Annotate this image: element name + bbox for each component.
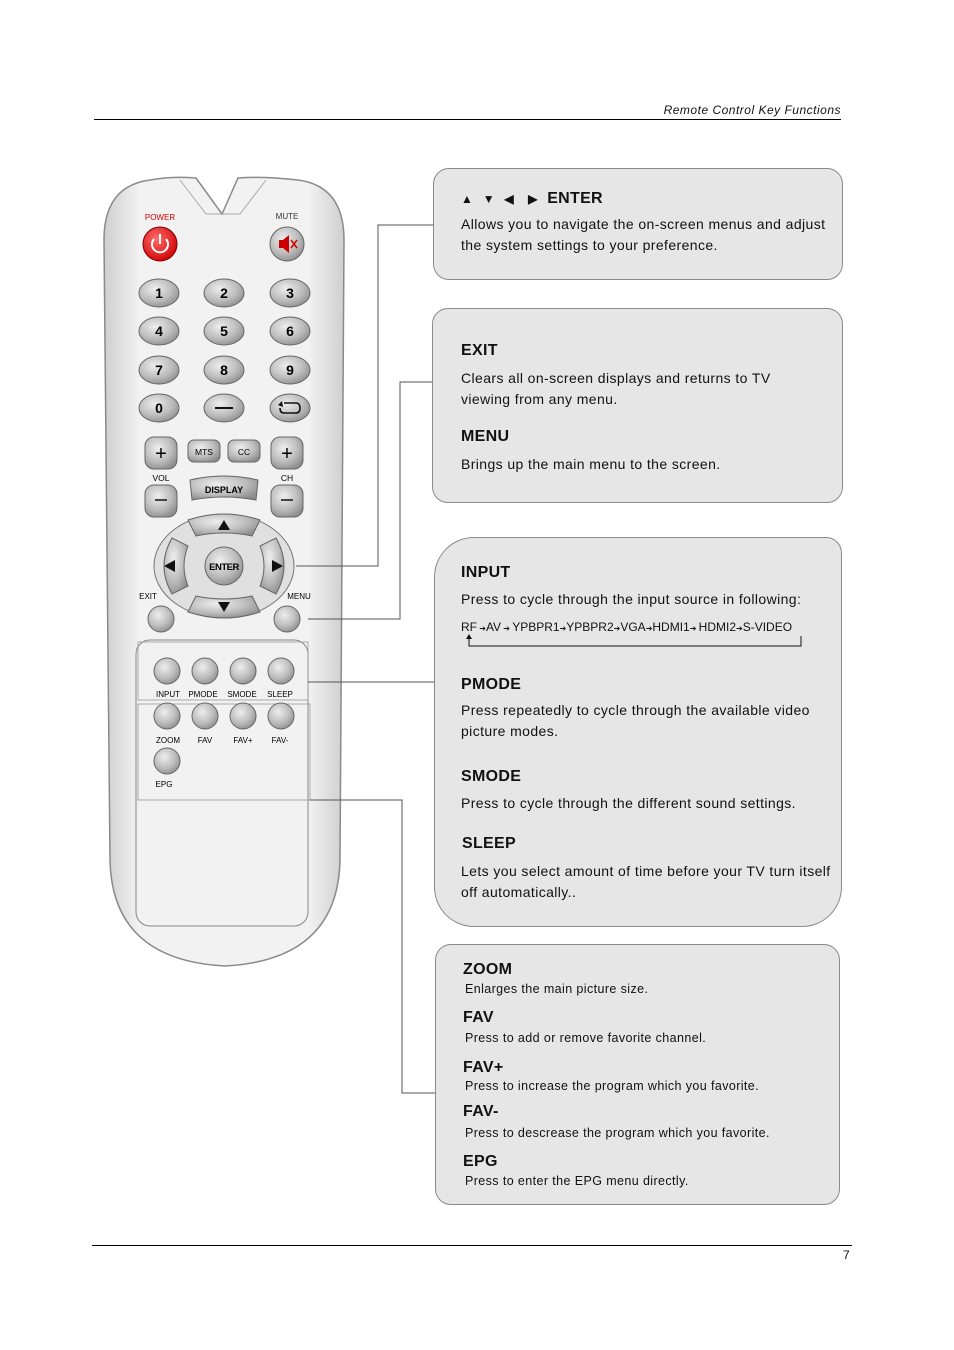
pmode-button [192, 658, 218, 684]
power-label: POWER [144, 213, 176, 222]
zoom-title: ZOOM [463, 961, 513, 978]
fav-plus-title: FAV+ [463, 1059, 504, 1076]
svg-text:1: 1 [155, 285, 163, 301]
svg-text:9: 9 [286, 362, 294, 378]
svg-text:DISPLAY: DISPLAY [204, 485, 244, 495]
fav-minus-label: FAV- [271, 736, 289, 745]
arrow-icon: ➔ [477, 624, 486, 633]
digit-button-4 [139, 317, 179, 345]
sleep-text: Lets you select amount of time before your TV turn itself off automatically.. [461, 863, 831, 900]
menu-button [274, 606, 300, 632]
fav-minus-title: FAV- [463, 1103, 499, 1120]
svg-text:4: 4 [155, 323, 163, 339]
svg-text:3: 3 [286, 285, 294, 301]
up-triangle-icon: ▲ [461, 192, 474, 206]
down-triangle-icon: ▼ [482, 192, 495, 206]
svg-text:0: 0 [155, 400, 163, 416]
svg-text:ENTER: ENTER [209, 562, 239, 573]
page-header-title: Remote Control Key Functions [663, 103, 841, 117]
sleep-title: SLEEP [462, 835, 516, 852]
arrow-icon: ➔ [736, 624, 743, 633]
ch-label: CH [280, 473, 294, 483]
input-title: INPUT [461, 564, 511, 581]
smode-title: SMODE [461, 768, 522, 785]
nav-right-button [260, 538, 284, 594]
exit-text: Clears all on-screen displays and returns to TV viewing from any menu. [461, 370, 771, 407]
digit-button-8 [204, 356, 244, 384]
arrow-icon: ➔ [613, 624, 621, 633]
input-text: Press to cycle through the input source in following: [461, 591, 802, 607]
sleep-label: SLEEP [267, 690, 293, 699]
svg-text:+: + [281, 443, 293, 465]
svg-text:CC: CC [237, 447, 251, 457]
digit-button-1 [139, 279, 179, 307]
menu-label: MENU [287, 592, 311, 601]
digit-button-5 [204, 317, 244, 345]
svg-text:7: 7 [155, 362, 163, 378]
sleep-button [268, 658, 294, 684]
ch-up-button [271, 437, 303, 469]
arrow-icon: ➔ [689, 624, 699, 633]
recall-button [270, 394, 310, 422]
nav-down-button [188, 596, 260, 618]
arrow-icon: ➔ [645, 624, 653, 633]
exit-menu-box [432, 308, 843, 503]
page-number: 7 [843, 1248, 850, 1262]
digit-button-3 [270, 279, 310, 307]
footer-rule [92, 1245, 852, 1246]
fav-title: FAV [463, 1009, 494, 1026]
epg-button [154, 748, 180, 774]
svg-text:2: 2 [220, 285, 228, 301]
digit-button-6 [270, 317, 310, 345]
digit-button-2 [204, 279, 244, 307]
epg-label: EPG [155, 780, 173, 789]
pmode-text: Press repeatedly to cycle through the available video picture modes. [461, 702, 810, 739]
smode-label: SMODE [227, 690, 257, 699]
ch-down-button [271, 485, 303, 517]
left-triangle-icon: ◀ [504, 192, 514, 206]
digit-button-9 [270, 356, 310, 384]
menu-text: Brings up the main menu to the screen. [461, 456, 721, 472]
exit-title: EXIT [461, 342, 498, 359]
svg-text:8: 8 [220, 362, 228, 378]
svg-text:6: 6 [286, 323, 294, 339]
enter-button [205, 547, 243, 585]
menu-title: MENU [461, 428, 510, 445]
nav-keys-box [433, 168, 843, 280]
epg-title: EPG [463, 1153, 498, 1170]
nav-up-button [188, 514, 260, 536]
mts-button [188, 440, 220, 462]
zoom-text: Enlarges the main picture size. [465, 982, 649, 996]
fav-text: Press to add or remove favorite channel. [465, 1031, 707, 1045]
nav-keys-text: Allows you to navigate the on-screen menus and adjust the system settings to your preference. [461, 216, 826, 253]
fav-minus-button [268, 703, 294, 729]
fav-minus-text: Press to descrease the program which you favorite. [465, 1126, 770, 1140]
digit-button-7 [139, 356, 179, 384]
display-button [190, 476, 258, 500]
pmode-label: PMODE [188, 690, 218, 699]
arrow-icon: ➔ [559, 624, 567, 633]
fav-plus-text: Press to increase the program which you favorite. [465, 1079, 760, 1093]
zoom-label: ZOOM [156, 736, 180, 745]
svg-text:5: 5 [220, 323, 228, 339]
zoom-button [154, 703, 180, 729]
input-loop-line [461, 634, 806, 650]
input-mode-box [434, 537, 842, 927]
fav-plus-label: FAV+ [233, 736, 253, 745]
pmode-title: PMODE [461, 676, 522, 693]
zoom-fav-box [435, 944, 840, 1205]
vol-label: VOL [152, 473, 170, 483]
exit-button [148, 606, 174, 632]
nav-left-button [164, 538, 188, 594]
vol-down-button [145, 485, 177, 517]
smode-button [230, 658, 256, 684]
fav-label: FAV [197, 736, 213, 745]
vol-up-button [145, 437, 177, 469]
epg-text: Press to enter the EPG menu directly. [465, 1174, 689, 1188]
input-label: INPUT [156, 690, 180, 699]
svg-text:+: + [155, 443, 167, 465]
fav-plus-button [230, 703, 256, 729]
svg-text:MTS: MTS [195, 447, 213, 457]
fav-button [192, 703, 218, 729]
exit-label: EXIT [139, 592, 157, 601]
nav-keys-title: ▲ ▼ ◀ ▶ ENTER [461, 190, 603, 207]
digit-button-0 [139, 394, 179, 422]
cc-button [228, 440, 260, 462]
input-button [154, 658, 180, 684]
right-triangle-icon: ▶ [528, 192, 538, 206]
dash-button [204, 394, 244, 422]
arrow-icon: ➔ [501, 624, 513, 633]
smode-text: Press to cycle through the different sound settings. [461, 795, 796, 811]
mute-label: MUTE [275, 212, 299, 221]
input-source-chain: RF ➔AV ➔ YPBPR1➔YPBPR2➔VGA➔HDMI1➔ HDMI2➔S-VIDEO [461, 620, 793, 634]
